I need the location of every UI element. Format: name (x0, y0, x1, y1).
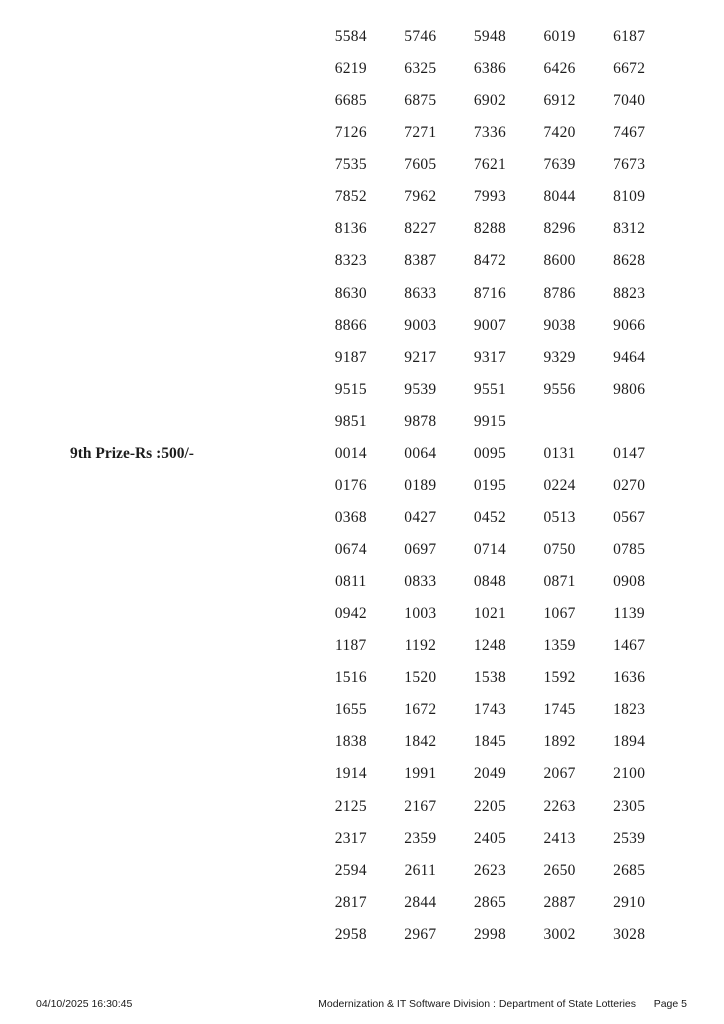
winning-number: 8823 (613, 284, 646, 302)
winning-number: 2611 (404, 861, 437, 879)
results-row (36, 566, 688, 598)
winning-number: 7467 (613, 124, 646, 142)
winning-number: 2100 (613, 765, 646, 783)
winning-number: 0811 (334, 573, 367, 591)
winning-number: 0195 (473, 476, 507, 494)
winning-number: 3002 (543, 925, 576, 943)
winning-number: 9915 (473, 412, 507, 430)
winning-number: 7962 (404, 188, 437, 206)
results-row (36, 213, 688, 245)
winning-number: 2844 (404, 893, 437, 911)
winning-number: 2205 (473, 797, 507, 815)
winning-number: 0064 (404, 444, 437, 462)
page-footer (0, 998, 724, 1014)
winning-number: 0368 (334, 508, 367, 526)
winning-number: 0942 (334, 605, 367, 623)
winning-number: 8109 (613, 188, 646, 206)
winning-number: 7271 (404, 124, 437, 142)
winning-number: 8716 (473, 284, 507, 302)
footer-page-number: Page 5 (653, 998, 687, 1010)
winning-number: 5948 (473, 28, 507, 46)
winning-number: 0567 (613, 508, 646, 526)
winning-number: 7673 (613, 156, 646, 174)
winning-number: 8633 (404, 284, 437, 302)
results-row (36, 791, 688, 823)
winning-number: 1359 (543, 637, 576, 655)
winning-number: 7605 (404, 156, 437, 174)
winning-number: 2125 (334, 797, 367, 815)
winning-number: 6902 (473, 92, 507, 110)
winning-number: 2317 (334, 829, 367, 847)
winning-number: 6219 (334, 60, 367, 78)
winning-number: 0750 (543, 541, 576, 559)
winning-number: 2167 (404, 797, 437, 815)
winning-number: 1743 (473, 701, 507, 719)
winning-number: 0189 (404, 476, 437, 494)
winning-number: 7336 (473, 124, 507, 142)
winning-number: 0176 (334, 476, 367, 494)
winning-number: 8044 (543, 188, 576, 206)
winning-number: 1842 (404, 733, 437, 751)
results-row (36, 662, 688, 694)
winning-number: 2539 (613, 829, 646, 847)
results-row (36, 726, 688, 758)
winning-number: 1838 (334, 733, 367, 751)
winning-number: 1655 (334, 701, 367, 719)
winning-number: 7126 (334, 124, 367, 142)
winning-number: 8472 (473, 252, 507, 270)
winning-number: 2405 (473, 829, 507, 847)
results-row (36, 855, 688, 887)
winning-number: 0833 (404, 573, 437, 591)
winning-number: 6912 (543, 92, 576, 110)
results-table (36, 21, 688, 951)
footer-division-text: Modernization & IT Software Division : Department of State Lotteries (318, 998, 636, 1010)
results-row (36, 245, 688, 277)
winning-number: 2958 (334, 925, 367, 943)
winning-number: 0014 (334, 444, 367, 462)
winning-number: 1067 (543, 605, 576, 623)
winning-number: 8227 (404, 220, 437, 238)
winning-number: 6426 (543, 60, 576, 78)
results-row (36, 598, 688, 630)
winning-number: 6325 (404, 60, 437, 78)
winning-number: 0131 (543, 444, 576, 462)
winning-number: 2049 (473, 765, 507, 783)
winning-number: 9806 (613, 380, 646, 398)
winning-number: 9551 (473, 380, 507, 398)
winning-number: 8296 (543, 220, 576, 238)
winning-number: 7420 (543, 124, 576, 142)
winning-number: 9515 (334, 380, 367, 398)
winning-number: 7040 (613, 92, 646, 110)
winning-number: 1192 (404, 637, 437, 655)
winning-number: 1003 (404, 605, 437, 623)
winning-number: 8387 (404, 252, 437, 270)
winning-number: 2067 (543, 765, 576, 783)
winning-number: 5746 (404, 28, 437, 46)
results-row (36, 534, 688, 566)
winning-number: 8288 (473, 220, 507, 238)
winning-number: 0147 (613, 444, 646, 462)
winning-number: 7621 (473, 156, 507, 174)
winning-number: 0224 (543, 476, 576, 494)
winning-number: 8136 (334, 220, 367, 238)
winning-number: 1894 (613, 733, 646, 751)
winning-number: 7535 (334, 156, 367, 174)
results-row (36, 310, 688, 342)
results-row (36, 630, 688, 662)
winning-number: 2865 (473, 893, 507, 911)
winning-number: 9539 (404, 380, 437, 398)
winning-number: 7639 (543, 156, 576, 174)
results-row (36, 278, 688, 310)
winning-number: 1914 (334, 765, 367, 783)
winning-number: 1672 (404, 701, 437, 719)
winning-number: 1520 (404, 669, 437, 687)
winning-number: 1892 (543, 733, 576, 751)
winning-number: 2887 (543, 893, 576, 911)
winning-number: 1745 (543, 701, 576, 719)
winning-number: 0908 (613, 573, 646, 591)
winning-number: 9187 (334, 348, 367, 366)
results-row (36, 406, 688, 438)
winning-number: 9878 (404, 412, 437, 430)
winning-number: 8866 (334, 316, 367, 334)
winning-number: 8628 (613, 252, 646, 270)
results-row (36, 502, 688, 534)
winning-number: 9329 (543, 348, 576, 366)
results-row (36, 117, 688, 149)
winning-number: 1516 (334, 669, 367, 687)
winning-number: 9217 (404, 348, 437, 366)
prize-tier-label: 9th Prize-Rs :500/- (70, 444, 194, 462)
winning-number: 2685 (613, 861, 646, 879)
winning-number: 8312 (613, 220, 646, 238)
winning-number: 9007 (473, 316, 507, 334)
winning-number: 1467 (613, 637, 646, 655)
results-row (36, 887, 688, 919)
winning-number: 2594 (334, 861, 367, 879)
winning-number: 2413 (543, 829, 576, 847)
winning-number: 0427 (404, 508, 437, 526)
results-row (36, 85, 688, 117)
winning-number: 8323 (334, 252, 367, 270)
winning-number: 8786 (543, 284, 576, 302)
results-row (36, 758, 688, 790)
winning-number: 0452 (473, 508, 507, 526)
winning-number: 2305 (613, 797, 646, 815)
results-row (36, 149, 688, 181)
winning-number: 9003 (404, 316, 437, 334)
results-row (36, 181, 688, 213)
winning-number: 6019 (543, 28, 576, 46)
winning-number: 0785 (613, 541, 646, 559)
winning-number: 1991 (404, 765, 437, 783)
winning-number: 6685 (334, 92, 367, 110)
winning-number: 9464 (613, 348, 646, 366)
winning-number: 0674 (334, 541, 367, 559)
winning-number: 0848 (473, 573, 507, 591)
winning-number: 1592 (543, 669, 576, 687)
winning-number: 9317 (473, 348, 507, 366)
winning-number: 7993 (473, 188, 507, 206)
results-row (36, 823, 688, 855)
winning-number: 0270 (613, 476, 646, 494)
winning-number: 2359 (404, 829, 437, 847)
winning-number: 6875 (404, 92, 437, 110)
winning-number: 2910 (613, 893, 646, 911)
winning-number: 0697 (404, 541, 437, 559)
results-row (36, 53, 688, 85)
results-row (36, 21, 688, 53)
winning-number: 9851 (334, 412, 367, 430)
winning-number: 0095 (473, 444, 507, 462)
winning-number: 9038 (543, 316, 576, 334)
winning-number: 6386 (473, 60, 507, 78)
winning-number: 0513 (543, 508, 576, 526)
results-row (36, 470, 688, 502)
winning-number: 2817 (334, 893, 367, 911)
winning-number: 2263 (543, 797, 576, 815)
winning-number: 5584 (334, 28, 367, 46)
winning-number: 9066 (613, 316, 646, 334)
footer-datetime: 04/10/2025 16:30:45 (36, 998, 133, 1010)
winning-number: 1538 (473, 669, 507, 687)
winning-number: 0871 (543, 573, 576, 591)
winning-number: 1248 (473, 637, 507, 655)
results-row (36, 342, 688, 374)
winning-number: 1187 (334, 637, 367, 655)
winning-number: 1021 (473, 605, 507, 623)
winning-number: 2623 (473, 861, 507, 879)
winning-number: 2998 (473, 925, 507, 943)
winning-number: 8630 (334, 284, 367, 302)
winning-number: 2967 (404, 925, 437, 943)
winning-number: 8600 (543, 252, 576, 270)
winning-number: 1636 (613, 669, 646, 687)
winning-number: 1845 (473, 733, 507, 751)
winning-number: 3028 (613, 925, 646, 943)
results-row (36, 694, 688, 726)
results-row (36, 374, 688, 406)
winning-number: 2650 (543, 861, 576, 879)
winning-number: 6187 (613, 28, 646, 46)
winning-number: 0714 (473, 541, 507, 559)
winning-number: 6672 (613, 60, 646, 78)
winning-number: 9556 (543, 380, 576, 398)
winning-number: 7852 (334, 188, 367, 206)
results-row (36, 438, 688, 470)
results-row (36, 919, 688, 951)
winning-number: 1823 (613, 701, 646, 719)
winning-number: 1139 (613, 605, 645, 623)
